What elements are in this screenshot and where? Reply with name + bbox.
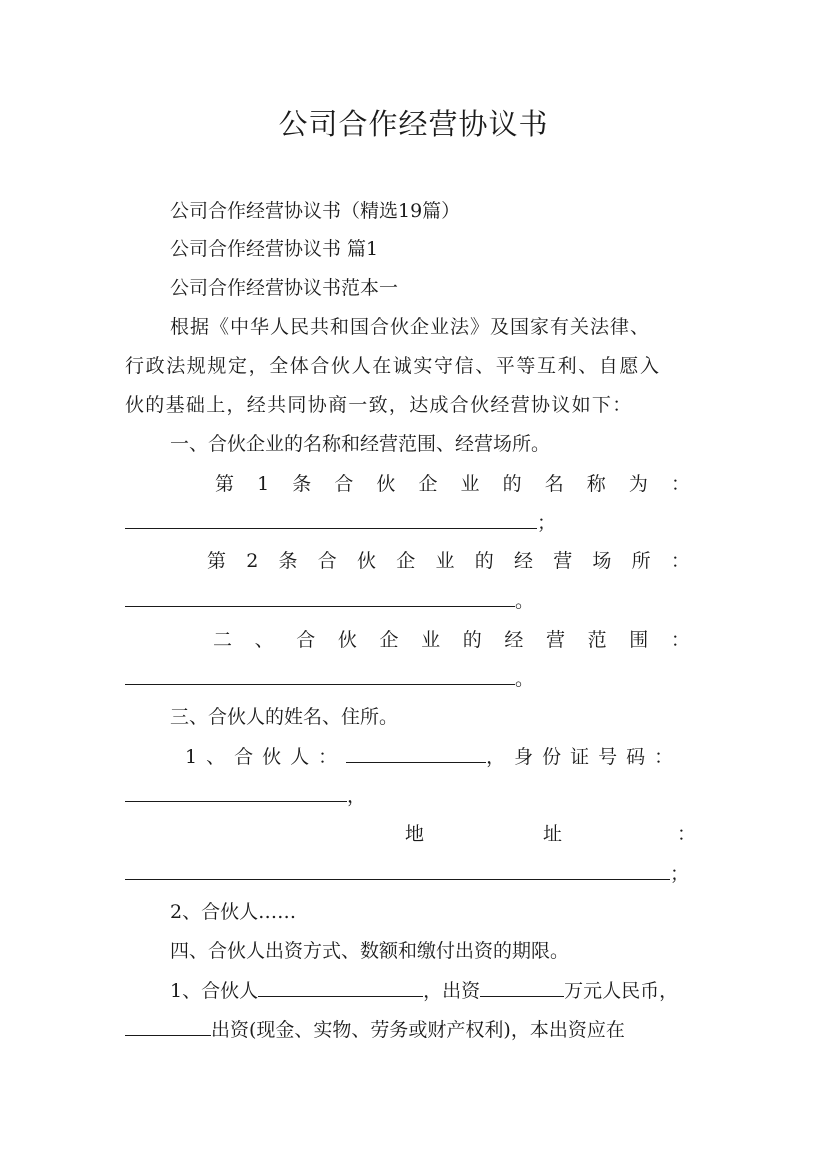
company-name-blank[interactable] xyxy=(125,508,537,529)
section-2-char: 、 xyxy=(254,629,274,651)
row-end-punct: ； xyxy=(670,863,690,885)
article-1-char: 名 xyxy=(544,473,564,495)
row-end-punct: ； xyxy=(537,512,557,534)
article-2-char: 场 xyxy=(592,550,612,572)
id-number-label: ，身份证号码： xyxy=(486,746,683,768)
section-2-char: 企 xyxy=(379,629,399,651)
section-heading-1: 一、合伙企业的名称和经营范围、经营场所。 xyxy=(170,433,551,455)
section-heading-3: 三、合伙人的姓名、住所。 xyxy=(170,706,399,728)
address-colon: ： xyxy=(677,823,697,845)
contribution-amount-label: ，出资 xyxy=(423,980,481,1002)
id-number-blank-row xyxy=(125,781,705,810)
partner-2-row: 2、合伙人…… xyxy=(170,901,297,923)
article-2-char: 第 xyxy=(207,550,227,572)
article-2-label xyxy=(207,547,690,575)
contribution-amount-blank[interactable] xyxy=(480,976,564,997)
contribution-currency-label: 万元人民币， xyxy=(564,980,679,1002)
article-2-char: 合 xyxy=(317,550,337,572)
id-number-blank[interactable] xyxy=(125,781,347,802)
article-1-char: 1 xyxy=(257,473,270,495)
contribution-partner-label: 1、合伙人 xyxy=(170,980,259,1002)
business-place-blank[interactable] xyxy=(125,586,515,607)
section-2-char: 二 xyxy=(213,629,233,651)
partner-1-row xyxy=(185,742,690,771)
article-1-char: 称 xyxy=(586,473,606,495)
article-1-label xyxy=(215,470,690,498)
article-1-char: 企 xyxy=(418,473,438,495)
article-2-char: 伙 xyxy=(357,550,377,572)
address-char-1: 地 xyxy=(405,823,425,845)
section-2-char: 合 xyxy=(296,629,316,651)
article-2-blank-row xyxy=(125,586,705,615)
contribution-method-text: 出资(现金、实物、劳务或财产权利)，本出资应在 xyxy=(211,1019,625,1041)
section-2-blank-row xyxy=(125,664,705,693)
section-2-char: 围 xyxy=(629,629,649,651)
article-2-char: 所 xyxy=(631,550,651,572)
section-2-char: 范 xyxy=(587,629,607,651)
article-2-char: 的 xyxy=(474,550,494,572)
article-1-char: 的 xyxy=(502,473,522,495)
address-blank[interactable] xyxy=(125,859,670,880)
section-2-char: 营 xyxy=(546,629,566,651)
article-2-char: 业 xyxy=(435,550,455,572)
article-2-char: 经 xyxy=(513,550,533,572)
article-2-char: 2 xyxy=(246,550,259,572)
partner-1-label: 1、合伙人： xyxy=(185,746,347,768)
article-2-char: 营 xyxy=(553,550,573,572)
row-end-punct: 。 xyxy=(515,668,535,690)
address-blank-row xyxy=(125,859,705,888)
contribution-row-1 xyxy=(170,976,705,1005)
paragraph-intro-2: 行政法规规定，全体合伙人在诚实守信、平等互利、自愿入 xyxy=(125,355,661,377)
business-scope-blank[interactable] xyxy=(125,664,515,685)
row-end-punct: ， xyxy=(347,785,367,807)
section-2-label xyxy=(213,626,690,654)
paragraph-intro-3: 伙的基础上，经共同协商一致，达成合伙经营协议如下： xyxy=(125,394,633,416)
section-2-char: ： xyxy=(670,629,690,651)
paragraph-template: 公司合作经营协议书范本一 xyxy=(170,277,399,299)
row-end-punct: 。 xyxy=(515,590,535,612)
paragraph-intro-1: 根据《中华人民共和国合伙企业法》及国家有关法律、 xyxy=(170,316,651,338)
document-title: 公司合作经营协议书 xyxy=(278,107,549,141)
article-1-char: 伙 xyxy=(376,473,396,495)
section-2-char: 伙 xyxy=(337,629,357,651)
section-2-char: 经 xyxy=(504,629,524,651)
contribution-row-2 xyxy=(125,1015,705,1044)
article-1-char: 为 xyxy=(628,473,648,495)
partner-1-name-blank[interactable] xyxy=(346,742,486,763)
article-1-char: 合 xyxy=(334,473,354,495)
article-1-char: 业 xyxy=(460,473,480,495)
article-1-char: 条 xyxy=(292,473,312,495)
contribution-partner-blank[interactable] xyxy=(258,976,423,997)
section-heading-4: 四、合伙人出资方式、数额和缴付出资的期限。 xyxy=(170,940,570,962)
section-2-char: 业 xyxy=(421,629,441,651)
paragraph-subtitle: 公司合作经营协议书（精选19篇） xyxy=(170,200,461,222)
article-2-char: ： xyxy=(670,550,690,572)
article-1-char: 第 xyxy=(215,473,235,495)
article-2-char: 企 xyxy=(396,550,416,572)
contribution-method-blank[interactable] xyxy=(125,1015,211,1036)
article-1-char: ： xyxy=(670,473,690,495)
paragraph-chapter: 公司合作经营协议书 篇1 xyxy=(170,238,379,260)
address-char-2: 址 xyxy=(543,823,563,845)
article-1-blank-row xyxy=(125,508,705,537)
section-2-char: 的 xyxy=(462,629,482,651)
article-2-char: 条 xyxy=(278,550,298,572)
